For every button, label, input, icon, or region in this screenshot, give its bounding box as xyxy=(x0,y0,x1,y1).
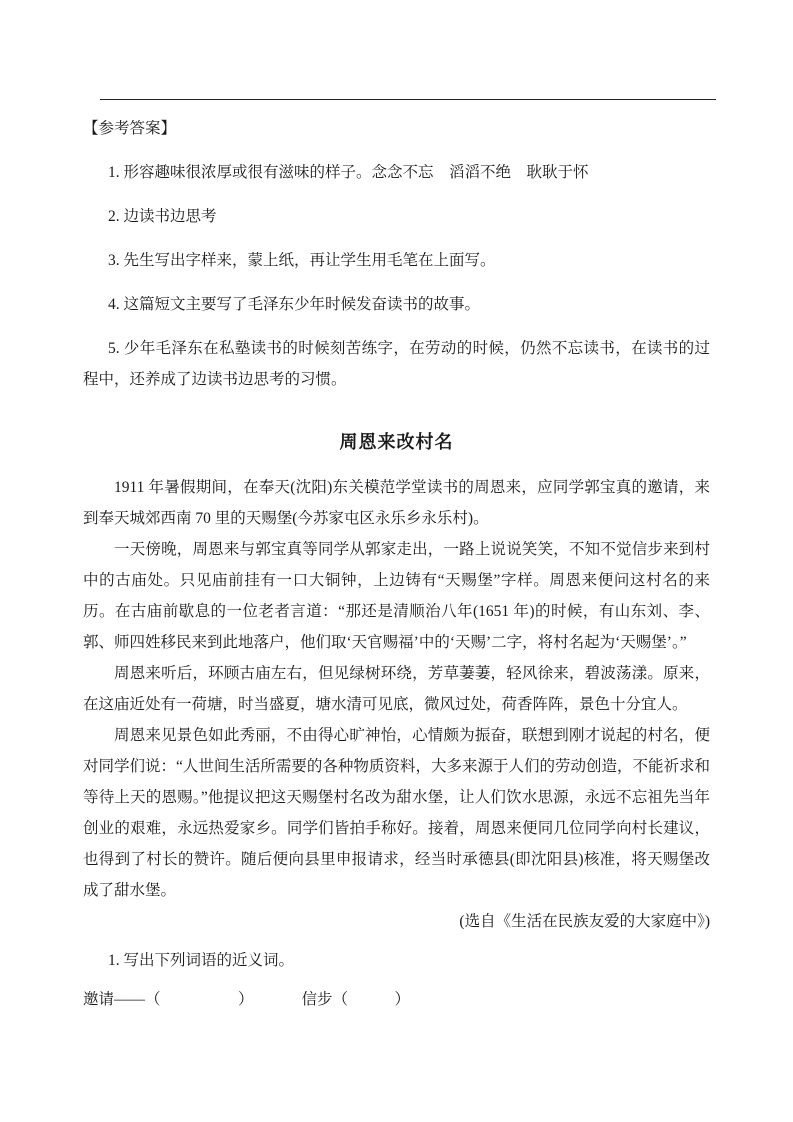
reading-article xyxy=(83,427,710,937)
answer-item-5: 5. 少年毛泽东在私塾读书的时候刻苦练字，在劳动的时候，仍然不忘读书，在读书的过程中，还养成了边读书边思考的习惯。 xyxy=(83,340,710,388)
source-attribution: (选自《生活在民族友爱的大家庭中》) xyxy=(459,913,710,930)
answer-item-4: 4. 这篇短文主要写了毛泽东少年时候发奋读书的故事。 xyxy=(108,296,481,313)
question-1: 1. 写出下列词语的近义词。 xyxy=(108,952,295,969)
article-paragraph-2: 一天傍晚，周恩来与郭宝真等同学从郭家走出，一路上说说笑笑，不知不觉信步来到村中的古庙处。只见庙前挂有一口大铜钟，上边铸有“天赐堡”字样。周恩来便问这村名的来历。在古庙前歇息的一位老者言道：“那还是清顺治八年(1651 年)的时候，有山东刘、李、郭、师四姓移民来到此地落户，他们取‘天官赐福’中的‘天赐’二字，将村名起为‘天赐堡’。” xyxy=(83,541,710,651)
article-paragraph-4: 周恩来见景色如此秀丽，不由得心旷神怡，心情颇为振奋，联想到刚才说起的村名，便对同学们说：“人世间生活所需要的各种物质资料，大多来源于人们的劳动创造，不能祈求和等待上天的恩赐。”他提议把这天赐堡村名改为甜水堡，让人们饮水思源，永远不忘祖先当年创业的艰难，永远热爱家乡。同学们皆拍手称好。接着，周恩来便同几位同学向村长建议，也得到了村长的赞许。随后便向县里申报请求，经当时承德县(即沈阳县)核准，将天赐堡改成了甜水堡。 xyxy=(83,727,710,899)
blank-yaoqing: 邀请——（ ） xyxy=(83,991,254,1008)
reference-answers-section xyxy=(83,113,710,395)
article-title: 周恩来改村名 xyxy=(339,432,454,452)
article-paragraph-3: 周恩来听后，环顾古庙左右，但见绿树环绕，芳草萋萋，轻风徐来，碧波荡漾。原来，在这庙近处有一荷塘，时当盛夏，塘水清可见底，微风过处，荷香阵阵，景色十分宜人。 xyxy=(83,665,710,713)
synonym-blanks-row xyxy=(83,984,710,1015)
blank-xinbu: 信步（ ） xyxy=(301,991,411,1008)
answer-item-2: 2. 边读书边思考 xyxy=(108,208,217,225)
article-paragraph-1: 1911 年暑假期间，在奉天(沈阳)东关模范学堂读书的周恩来，应同学郭宝真的邀请，来到奉天城郊西南 70 里的天赐堡(今苏家屯区永乐乡永乐村)。 xyxy=(83,479,710,527)
exercise-section xyxy=(83,945,710,1015)
answer-item-3: 3. 先生写出字样来，蒙上纸，再让学生用毛笔在上面写。 xyxy=(108,252,496,269)
answers-heading: 【参考答案】 xyxy=(83,120,177,137)
section-divider-line xyxy=(100,99,716,100)
answer-item-1: 1. 形容趣味很浓厚或很有滋味的样子。念念不忘 滔滔不绝 耿耿于怀 xyxy=(108,164,589,181)
